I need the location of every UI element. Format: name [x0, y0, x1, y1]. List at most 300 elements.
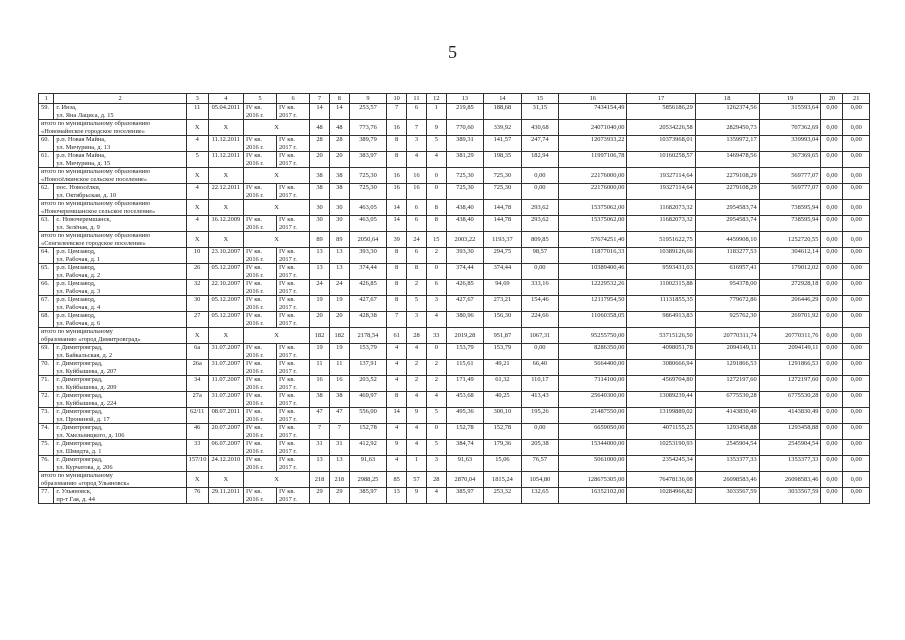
- value-cell: 304612,14: [759, 248, 821, 264]
- value-cell: 0,00: [821, 280, 843, 296]
- address-cell-line1: р.п. Цемзавод,: [56, 296, 96, 303]
- address-cell: [54, 104, 186, 120]
- value-cell: 95255750,00: [559, 328, 627, 344]
- quarter-start-line2: 2016 г.: [245, 495, 264, 503]
- value-cell: 2019,28: [446, 328, 483, 344]
- value-cell: 16: [329, 376, 349, 392]
- value-cell: 4143830,49: [695, 408, 759, 424]
- value-cell: 0,00: [821, 408, 843, 424]
- value-cell: 1252720,55: [759, 232, 821, 248]
- value-cell: 153,79: [349, 344, 386, 360]
- value-cell: 2050,64: [349, 232, 386, 248]
- quarter-end: [277, 152, 310, 168]
- document-number: 26: [186, 264, 208, 280]
- quarter-start-line1: IV кв.: [245, 376, 262, 383]
- row-number: 77.: [39, 488, 54, 504]
- address-cell: [54, 136, 186, 152]
- value-cell: 16: [387, 184, 407, 200]
- value-cell: 413,43: [521, 392, 558, 408]
- value-cell: 144,78: [484, 216, 521, 232]
- quarter-start: [243, 456, 276, 472]
- address-cell: [54, 456, 186, 472]
- document-date: 05.04.2011: [208, 104, 243, 120]
- quarter-start: [243, 440, 276, 456]
- value-cell: 15344000,00: [559, 440, 627, 456]
- value-cell: 925762,30: [695, 312, 759, 328]
- value-cell: 29: [329, 488, 349, 504]
- value-cell: 21487550,00: [559, 408, 627, 424]
- value-cell: 725,30: [446, 184, 483, 200]
- quarter-start-line2: 2016 г.: [245, 271, 264, 279]
- value-cell: 0,00: [843, 392, 870, 408]
- document-number: 62/11: [186, 408, 208, 424]
- value-cell: 0,00: [821, 104, 843, 120]
- quarter-start-line2: 2016 г.: [245, 191, 264, 199]
- address-cell: [54, 488, 186, 504]
- address-cell-line1: г. Димитровград,: [56, 344, 103, 351]
- value-cell: 0,00: [843, 216, 870, 232]
- value-cell: 11877016,33: [559, 248, 627, 264]
- value-cell: 954378,00: [695, 280, 759, 296]
- value-cell: 1067,31: [521, 328, 558, 344]
- value-cell: 0,00: [843, 440, 870, 456]
- value-cell: 0,00: [843, 120, 870, 136]
- value-cell: 1469478,56: [695, 152, 759, 168]
- value-cell: 28: [329, 136, 349, 152]
- value-cell: 0,00: [821, 248, 843, 264]
- value-cell: 1193,37: [484, 232, 521, 248]
- value-cell: 725,30: [446, 168, 483, 184]
- value-cell: 393,30: [349, 248, 386, 264]
- value-cell: 0,00: [843, 152, 870, 168]
- value-cell: 0,00: [843, 280, 870, 296]
- value-cell: 11: [310, 360, 330, 376]
- quarter-end-line2: 2017 г.: [279, 159, 297, 167]
- quarter-end-line2: 2017 г.: [279, 495, 297, 503]
- value-cell: 57: [407, 472, 427, 488]
- value-cell: 6: [426, 280, 446, 296]
- value-cell: 24071040,00: [559, 120, 627, 136]
- value-cell: 6: [407, 216, 427, 232]
- value-cell: 179012,02: [759, 264, 821, 280]
- value-cell: 0,00: [821, 456, 843, 472]
- quarter-end-line2: 2017 г.: [279, 191, 297, 199]
- value-cell: 616957,41: [695, 264, 759, 280]
- value-cell: 0,00: [821, 136, 843, 152]
- address-cell-line1: г. Ульяновск,: [56, 488, 92, 495]
- table-row: [39, 488, 870, 504]
- value-cell: 272928,18: [759, 280, 821, 296]
- subtotal-label-line2: «Новомайнское городское поселение»: [41, 127, 145, 135]
- address-cell-line2: ул. Куйбышева, д. 209: [56, 383, 117, 391]
- value-cell: 0,00: [843, 248, 870, 264]
- document-number: 6а: [186, 344, 208, 360]
- address-cell: [54, 264, 186, 280]
- value-cell: 20534226,58: [627, 120, 695, 136]
- value-cell: 0,00: [821, 296, 843, 312]
- value-cell: 89: [310, 232, 330, 248]
- value-cell: 19327114,64: [627, 184, 695, 200]
- value-cell: 6: [407, 248, 427, 264]
- value-cell: 30: [310, 216, 330, 232]
- quarter-end-line2: 2017 г.: [279, 271, 297, 279]
- document-date: 05.12.2007: [208, 312, 243, 328]
- value-cell: 13089239,44: [627, 392, 695, 408]
- value-cell: 0,00: [821, 216, 843, 232]
- quarter-end-line2: 2017 г.: [279, 415, 297, 423]
- quarter-end-line2: 2017 г.: [279, 255, 297, 263]
- value-cell: 188,68: [484, 104, 521, 120]
- value-cell: 13: [329, 248, 349, 264]
- quarter-end: [277, 424, 310, 440]
- value-cell: 53715126,50: [627, 328, 695, 344]
- value-cell: 1272197,60: [695, 376, 759, 392]
- quarter-start-line1: IV кв.: [245, 264, 262, 271]
- value-cell: 94,69: [484, 280, 521, 296]
- value-cell: 13: [329, 264, 349, 280]
- quarter-start-line1: IV кв.: [245, 248, 262, 255]
- value-cell: 11: [329, 360, 349, 376]
- quarter-start-line2: 2016 г.: [245, 287, 264, 295]
- value-cell: 16: [407, 184, 427, 200]
- value-cell: 14: [387, 216, 407, 232]
- value-cell: 8: [426, 200, 446, 216]
- value-cell: 2988,25: [349, 472, 386, 488]
- table-row: [39, 456, 870, 472]
- quarter-start: [243, 408, 276, 424]
- value-cell: 385,97: [446, 488, 483, 504]
- value-cell: 7: [310, 424, 330, 440]
- value-cell: 4: [407, 344, 427, 360]
- table-row: [39, 376, 870, 392]
- quarter-end: [277, 264, 310, 280]
- value-cell: 182: [329, 328, 349, 344]
- address-cell-line1: г. Димитровград,: [56, 360, 103, 367]
- value-cell: 4143830,49: [759, 408, 821, 424]
- value-cell: 6659050,00: [559, 424, 627, 440]
- value-cell: 13: [387, 488, 407, 504]
- x-mark: X: [208, 472, 243, 488]
- value-cell: 4: [426, 488, 446, 504]
- value-cell: 38: [329, 168, 349, 184]
- quarter-start-line1: IV кв.: [245, 280, 262, 287]
- value-cell: 38: [310, 392, 330, 408]
- value-cell: 14: [387, 408, 407, 424]
- value-cell: 0: [426, 184, 446, 200]
- value-cell: 374,44: [484, 264, 521, 280]
- table-row: [39, 280, 870, 296]
- value-cell: 0,00: [843, 168, 870, 184]
- column-header: 12: [426, 94, 446, 104]
- column-header: 17: [627, 94, 695, 104]
- quarter-start-line2: 2016 г.: [245, 143, 264, 151]
- address-cell-line2: ул. Куйбышева, д. 207: [56, 367, 117, 375]
- value-cell: 0,00: [843, 424, 870, 440]
- document-number: 76: [186, 488, 208, 504]
- document-date: 22.12.2011: [208, 184, 243, 200]
- value-cell: 9593431,03: [627, 264, 695, 280]
- value-cell: 253,57: [349, 104, 386, 120]
- value-cell: 31: [310, 440, 330, 456]
- quarter-start: [243, 280, 276, 296]
- value-cell: 4459908,10: [695, 232, 759, 248]
- address-cell: [54, 248, 186, 264]
- column-header: 10: [387, 94, 407, 104]
- value-cell: 0,00: [843, 296, 870, 312]
- value-cell: 5: [426, 408, 446, 424]
- value-cell: 1291866,53: [695, 360, 759, 376]
- value-cell: 2279108,29: [695, 168, 759, 184]
- value-cell: 144,78: [484, 200, 521, 216]
- value-cell: 2094149,11: [759, 344, 821, 360]
- value-cell: 218: [329, 472, 349, 488]
- value-cell: 30: [310, 200, 330, 216]
- value-cell: 38: [329, 392, 349, 408]
- housing-table: [38, 93, 870, 504]
- value-cell: 0: [426, 168, 446, 184]
- quarter-start: [243, 360, 276, 376]
- address-cell-line2: ул. Байкальская, д. 2: [56, 351, 113, 359]
- value-cell: 1353377,33: [759, 456, 821, 472]
- value-cell: 469,97: [349, 392, 386, 408]
- value-cell: 0,00: [821, 392, 843, 408]
- quarter-start: [243, 392, 276, 408]
- value-cell: 725,30: [484, 184, 521, 200]
- value-cell: 7: [407, 120, 427, 136]
- value-cell: 0,00: [843, 200, 870, 216]
- value-cell: 2279108,29: [695, 184, 759, 200]
- quarter-start-line2: 2016 г.: [245, 431, 264, 439]
- quarter-end: [277, 104, 310, 120]
- column-header: 11: [407, 94, 427, 104]
- value-cell: 20770311,74: [695, 328, 759, 344]
- document-date: 31.07.2007: [208, 392, 243, 408]
- quarter-start-line1: IV кв.: [245, 456, 262, 463]
- subtotal-label: [39, 168, 187, 184]
- quarter-start: [243, 104, 276, 120]
- value-cell: 389,31: [446, 136, 483, 152]
- value-cell: 0,00: [843, 376, 870, 392]
- value-cell: 48: [329, 120, 349, 136]
- value-cell: 19: [329, 296, 349, 312]
- value-cell: 115,61: [446, 360, 483, 376]
- address-cell: [54, 424, 186, 440]
- value-cell: 12229532,26: [559, 280, 627, 296]
- value-cell: 0,00: [821, 168, 843, 184]
- row-number: 60.: [39, 136, 54, 152]
- x-mark: X: [208, 168, 243, 184]
- row-number: 70.: [39, 360, 54, 376]
- quarter-start-line1: IV кв.: [245, 344, 262, 351]
- quarter-start: [243, 184, 276, 200]
- value-cell: 1054,80: [521, 472, 558, 488]
- row-number: 61.: [39, 152, 54, 168]
- value-cell: 1: [426, 104, 446, 120]
- value-cell: 14: [387, 200, 407, 216]
- value-cell: 569777,07: [759, 168, 821, 184]
- value-cell: 26098583,46: [759, 472, 821, 488]
- value-cell: 2: [426, 248, 446, 264]
- value-cell: 0,00: [821, 328, 843, 344]
- value-cell: 26098583,46: [695, 472, 759, 488]
- address-cell-line1: р.п. Цемзавод,: [56, 280, 96, 287]
- x-mark: X: [186, 472, 208, 488]
- document-date: 31.07.2007: [208, 344, 243, 360]
- value-cell: 91,63: [349, 456, 386, 472]
- value-cell: 1: [407, 456, 427, 472]
- value-cell: 427,67: [349, 296, 386, 312]
- document-date: 31.07.2007: [208, 360, 243, 376]
- value-cell: 1291866,53: [759, 360, 821, 376]
- subtotal-row: [39, 200, 870, 216]
- x-mark: X: [208, 328, 243, 344]
- value-cell: 10160258,57: [627, 152, 695, 168]
- value-cell: 389,79: [349, 136, 386, 152]
- column-header: 3: [186, 94, 208, 104]
- x-mark: X: [243, 328, 309, 344]
- value-cell: 198,35: [484, 152, 521, 168]
- quarter-end-line2: 2017 г.: [279, 399, 297, 407]
- value-cell: 294,75: [484, 248, 521, 264]
- quarter-start-line1: IV кв.: [245, 360, 262, 367]
- address-cell: [54, 312, 186, 328]
- value-cell: 15: [426, 232, 446, 248]
- value-cell: 339,92: [484, 120, 521, 136]
- value-cell: 20770311,76: [759, 328, 821, 344]
- document-number: 11: [186, 104, 208, 120]
- value-cell: 269701,92: [759, 312, 821, 328]
- value-cell: 273,21: [484, 296, 521, 312]
- address-cell-line1: г. Инза,: [56, 104, 77, 111]
- value-cell: 6775530,28: [695, 392, 759, 408]
- quarter-end-line1: IV кв.: [279, 216, 295, 223]
- value-cell: 11682073,32: [627, 200, 695, 216]
- row-number: 62.: [39, 184, 54, 200]
- value-cell: 31,15: [521, 104, 558, 120]
- value-cell: 2: [407, 360, 427, 376]
- address-cell: [54, 184, 186, 200]
- subtotal-label-line2: образованию «город Димитровград»: [41, 335, 141, 343]
- value-cell: 2954583,74: [695, 216, 759, 232]
- row-number: 68.: [39, 312, 54, 328]
- row-number: 71.: [39, 376, 54, 392]
- value-cell: 6775530,28: [759, 392, 821, 408]
- value-cell: 195,26: [521, 408, 558, 424]
- row-number: 73.: [39, 408, 54, 424]
- value-cell: 0,00: [821, 312, 843, 328]
- value-cell: 24: [407, 232, 427, 248]
- value-cell: 4: [407, 424, 427, 440]
- row-number: 63.: [39, 216, 54, 232]
- address-cell-line1: пос. Новосёлки,: [56, 184, 101, 191]
- address-cell: [54, 344, 186, 360]
- subtotal-row: [39, 120, 870, 136]
- value-cell: 1183277,53: [695, 248, 759, 264]
- value-cell: 0,00: [821, 424, 843, 440]
- row-number: 74.: [39, 424, 54, 440]
- quarter-start-line1: IV кв.: [245, 408, 262, 415]
- x-mark: X: [243, 200, 309, 216]
- value-cell: 0,00: [843, 328, 870, 344]
- table-row: [39, 216, 870, 232]
- address-cell-line1: г. Димитровград,: [56, 424, 103, 431]
- value-cell: 11002315,88: [627, 280, 695, 296]
- table-row: [39, 440, 870, 456]
- value-cell: 4: [407, 152, 427, 168]
- table-row: [39, 264, 870, 280]
- table-row: [39, 104, 870, 120]
- value-cell: 0,00: [821, 200, 843, 216]
- document-number: 4: [186, 136, 208, 152]
- column-header: 13: [446, 94, 483, 104]
- value-cell: 10373968,01: [627, 136, 695, 152]
- value-cell: 51951622,75: [627, 232, 695, 248]
- quarter-end-line1: IV кв.: [279, 424, 295, 431]
- table-row: [39, 296, 870, 312]
- value-cell: 707362,69: [759, 120, 821, 136]
- address-cell: [54, 216, 186, 232]
- quarter-end-line1: IV кв.: [279, 104, 295, 111]
- value-cell: 4098051,78: [627, 344, 695, 360]
- quarter-start-line2: 2016 г.: [245, 255, 264, 263]
- value-cell: 76478136,08: [627, 472, 695, 488]
- document-date: 24.12.2010: [208, 456, 243, 472]
- value-cell: 47: [329, 408, 349, 424]
- value-cell: 4569704,80: [627, 376, 695, 392]
- address-cell-line1: г. Димитровград,: [56, 456, 103, 463]
- value-cell: 315593,64: [759, 104, 821, 120]
- value-cell: 16352102,00: [559, 488, 627, 504]
- quarter-end-line2: 2017 г.: [279, 431, 297, 439]
- x-mark: X: [243, 232, 309, 248]
- address-cell-line1: г. Димитровград,: [56, 392, 103, 399]
- quarter-end-line1: IV кв.: [279, 392, 295, 399]
- address-cell-line2: ул. Яна Лациса, д. 15: [56, 111, 114, 119]
- document-number: 4: [186, 184, 208, 200]
- value-cell: 4: [387, 456, 407, 472]
- value-cell: 10389400,46: [559, 264, 627, 280]
- quarter-end: [277, 408, 310, 424]
- value-cell: 15375062,00: [559, 200, 627, 216]
- value-cell: 0,00: [821, 264, 843, 280]
- value-cell: 1353377,33: [695, 456, 759, 472]
- quarter-start: [243, 152, 276, 168]
- value-cell: 8: [426, 216, 446, 232]
- value-cell: 384,74: [446, 440, 483, 456]
- quarter-end: [277, 360, 310, 376]
- row-number: 64.: [39, 248, 54, 264]
- row-number: 67.: [39, 296, 54, 312]
- value-cell: 2: [426, 376, 446, 392]
- subtotal-label-line2: «Новосёлкинское сельское поселение»: [41, 175, 148, 183]
- x-mark: X: [186, 232, 208, 248]
- quarter-end-line2: 2017 г.: [279, 303, 297, 311]
- value-cell: 725,30: [484, 168, 521, 184]
- value-cell: 0,00: [821, 376, 843, 392]
- value-cell: 426,85: [446, 280, 483, 296]
- quarter-end-line2: 2017 г.: [279, 463, 297, 471]
- value-cell: 393,30: [446, 248, 483, 264]
- document-date: 05.12.2007: [208, 264, 243, 280]
- quarter-end: [277, 312, 310, 328]
- value-cell: 2: [407, 280, 427, 296]
- address-cell-line1: р.п. Цемзавод,: [56, 312, 96, 319]
- x-mark: X: [186, 328, 208, 344]
- value-cell: 383,97: [349, 152, 386, 168]
- quarter-end: [277, 296, 310, 312]
- value-cell: 0,00: [521, 344, 558, 360]
- quarter-end-line2: 2017 г.: [279, 383, 297, 391]
